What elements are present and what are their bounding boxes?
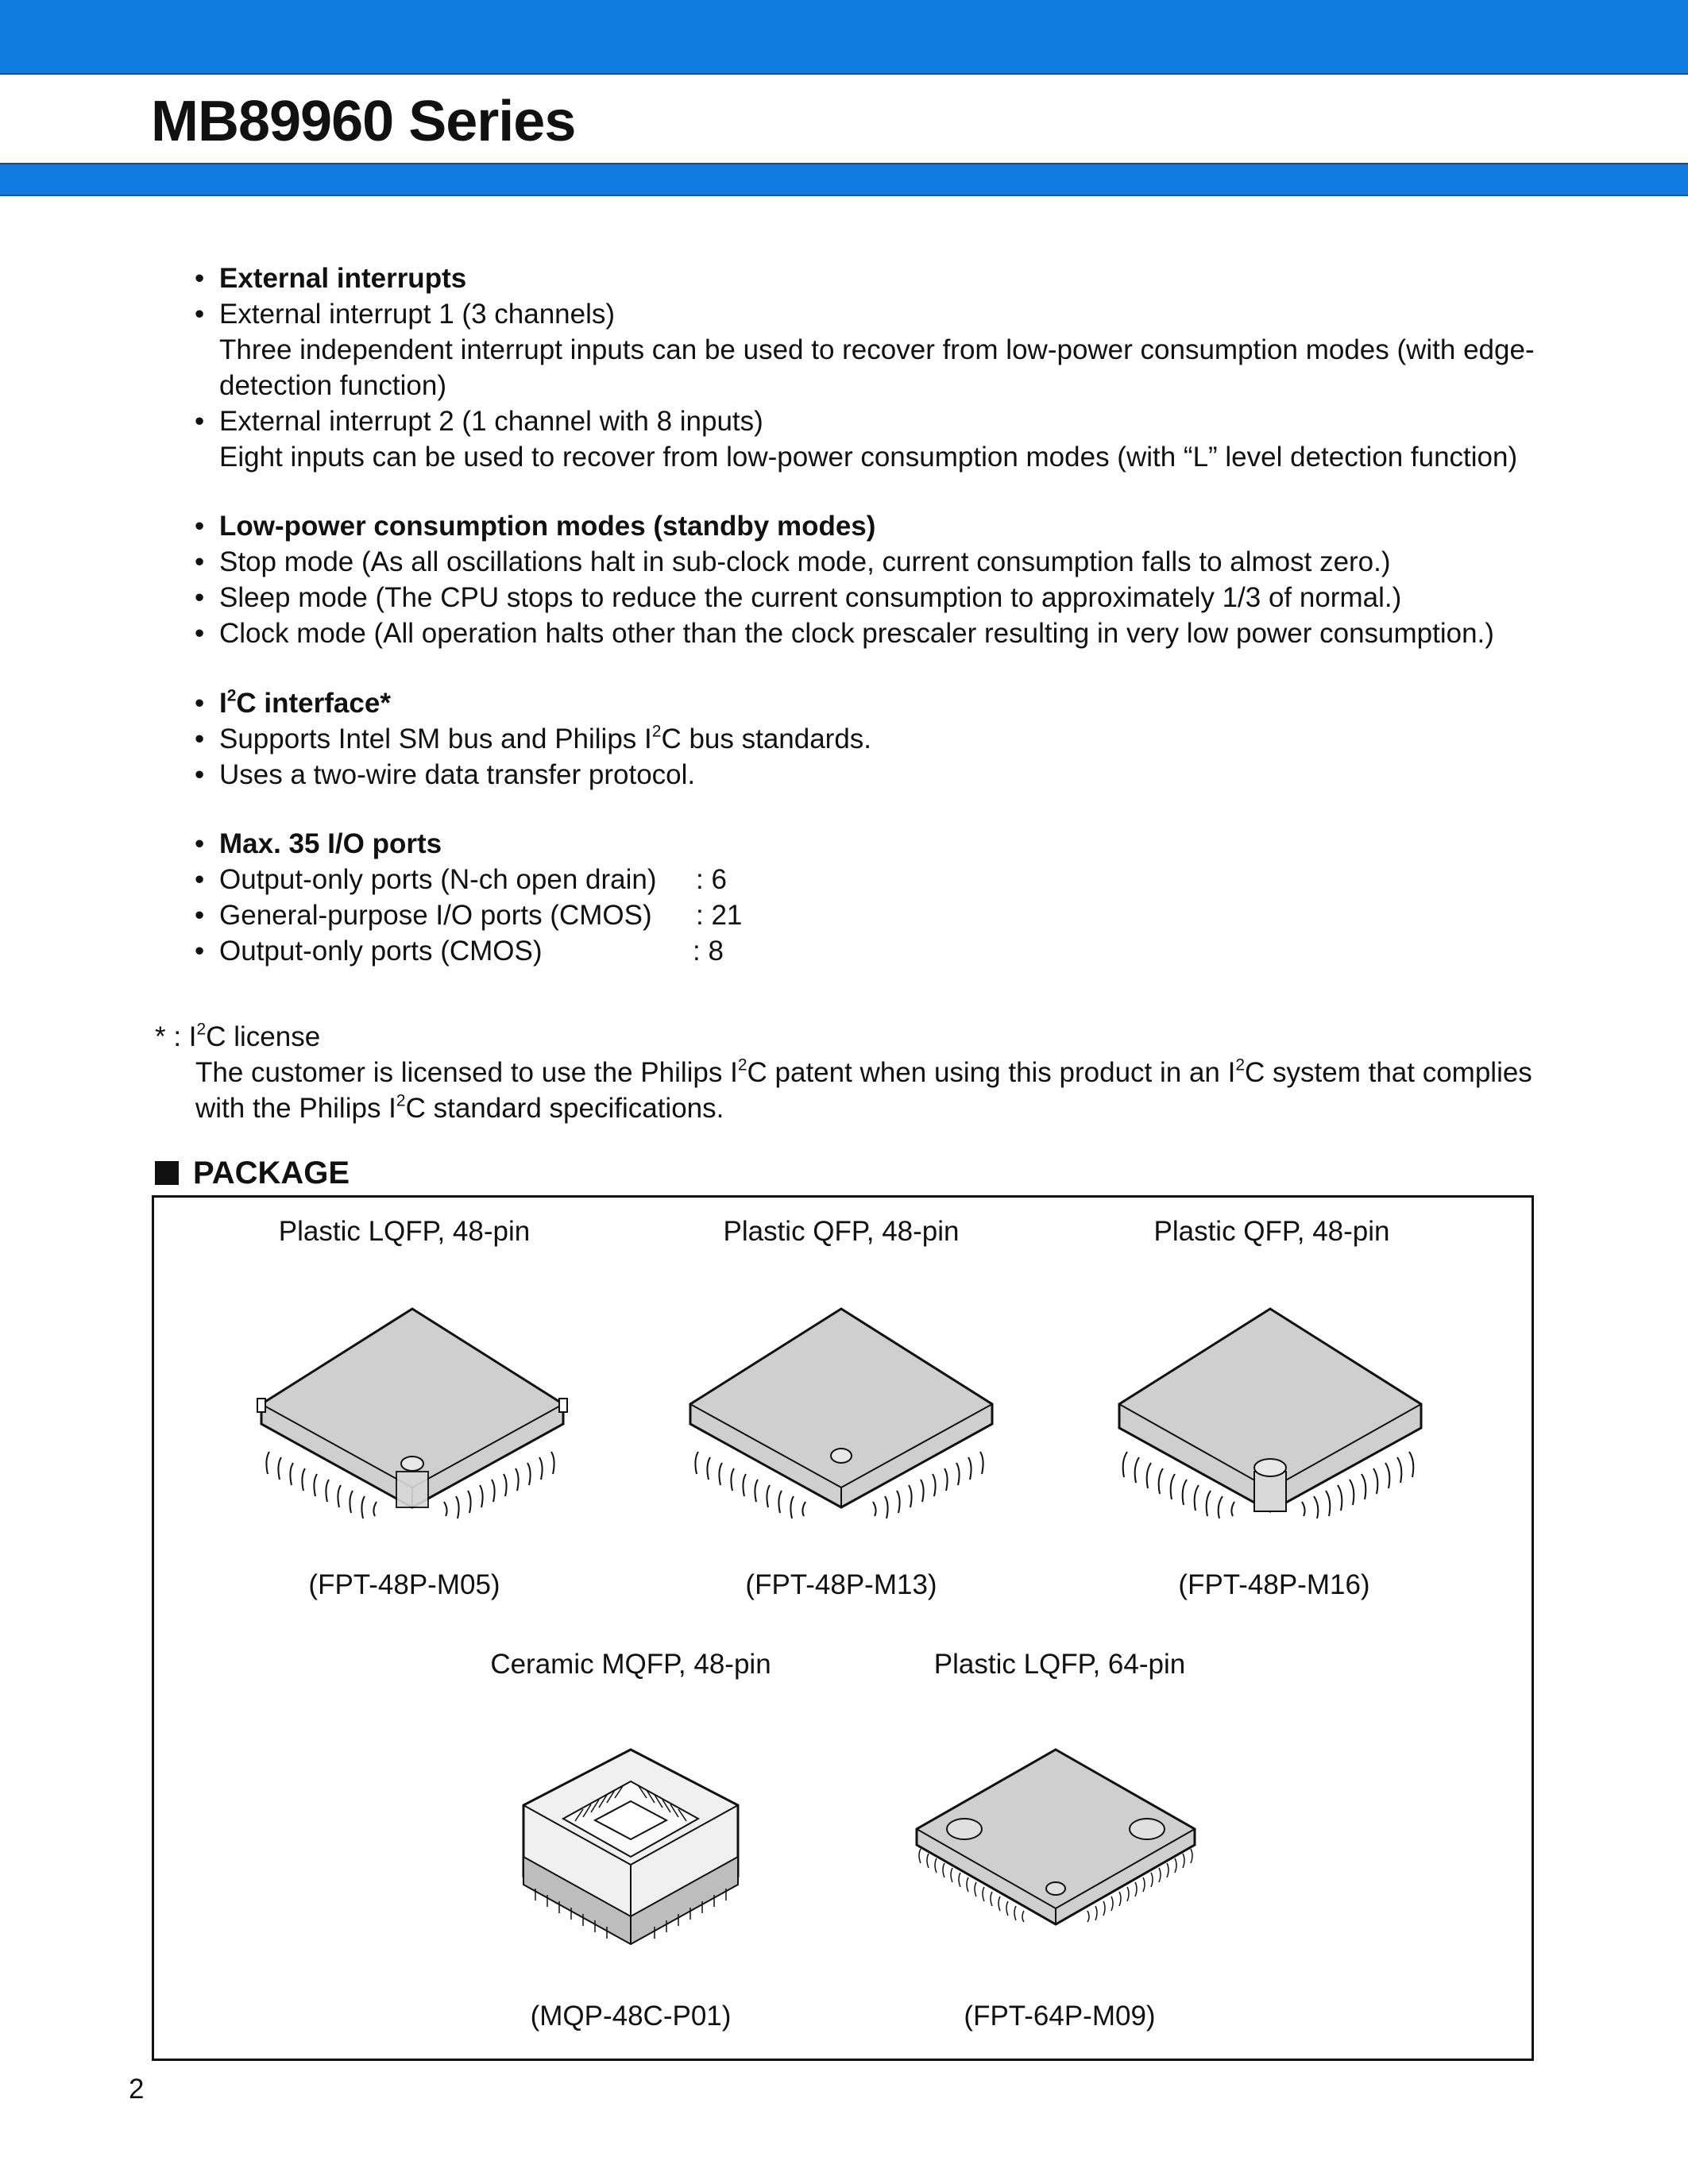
footnote-text: The customer is licensed to use the Philips $I^2C$ patent when using this product in an $I^2C$ system that complies [195,1055,1532,1088]
lqfp-48-chip-icon [245,1305,579,1519]
port-count: : 6 [696,864,727,895]
footnote-text: with the Philips $I^2C$ standard specifications. [195,1091,724,1124]
package-code: (MQP-48C-P01) [530,2001,732,2032]
package-code: (FPT-48P-M13) [745,1569,937,1600]
qfp-48-chip-icon [674,1305,1008,1519]
port-count: : 8 [693,936,724,967]
footnote-mark: * : $I^2C$ license [155,1020,321,1052]
header-band-top [0,0,1688,75]
ceramic-mqfp-socket-icon [512,1746,750,1952]
square-bullet-icon [155,1161,179,1185]
page-number: 2 [129,2074,145,2105]
package-name: Plastic LQFP, 64-pin [933,1649,1186,1680]
package-name: Plastic QFP, 48-pin [723,1216,960,1247]
port-count: : 21 [696,900,743,931]
lqfp-64-chip-icon [905,1746,1207,1944]
package-name: Plastic LQFP, 48-pin [278,1216,531,1247]
header-band-bottom [0,163,1688,196]
package-name: Plastic QFP, 48-pin [1153,1216,1390,1247]
package-code: (FPT-64P-M09) [964,2001,1156,2032]
package-box [152,1195,1534,2061]
page-title: MB89960 Series [151,90,576,153]
package-code: (FPT-48P-M05) [308,1569,500,1600]
qfp-48-chip-icon [1103,1305,1437,1519]
package-code: (FPT-48P-M16) [1178,1569,1370,1600]
package-heading: PACKAGE [155,1153,350,1193]
package-name: Ceramic MQFP, 48-pin [490,1649,771,1680]
